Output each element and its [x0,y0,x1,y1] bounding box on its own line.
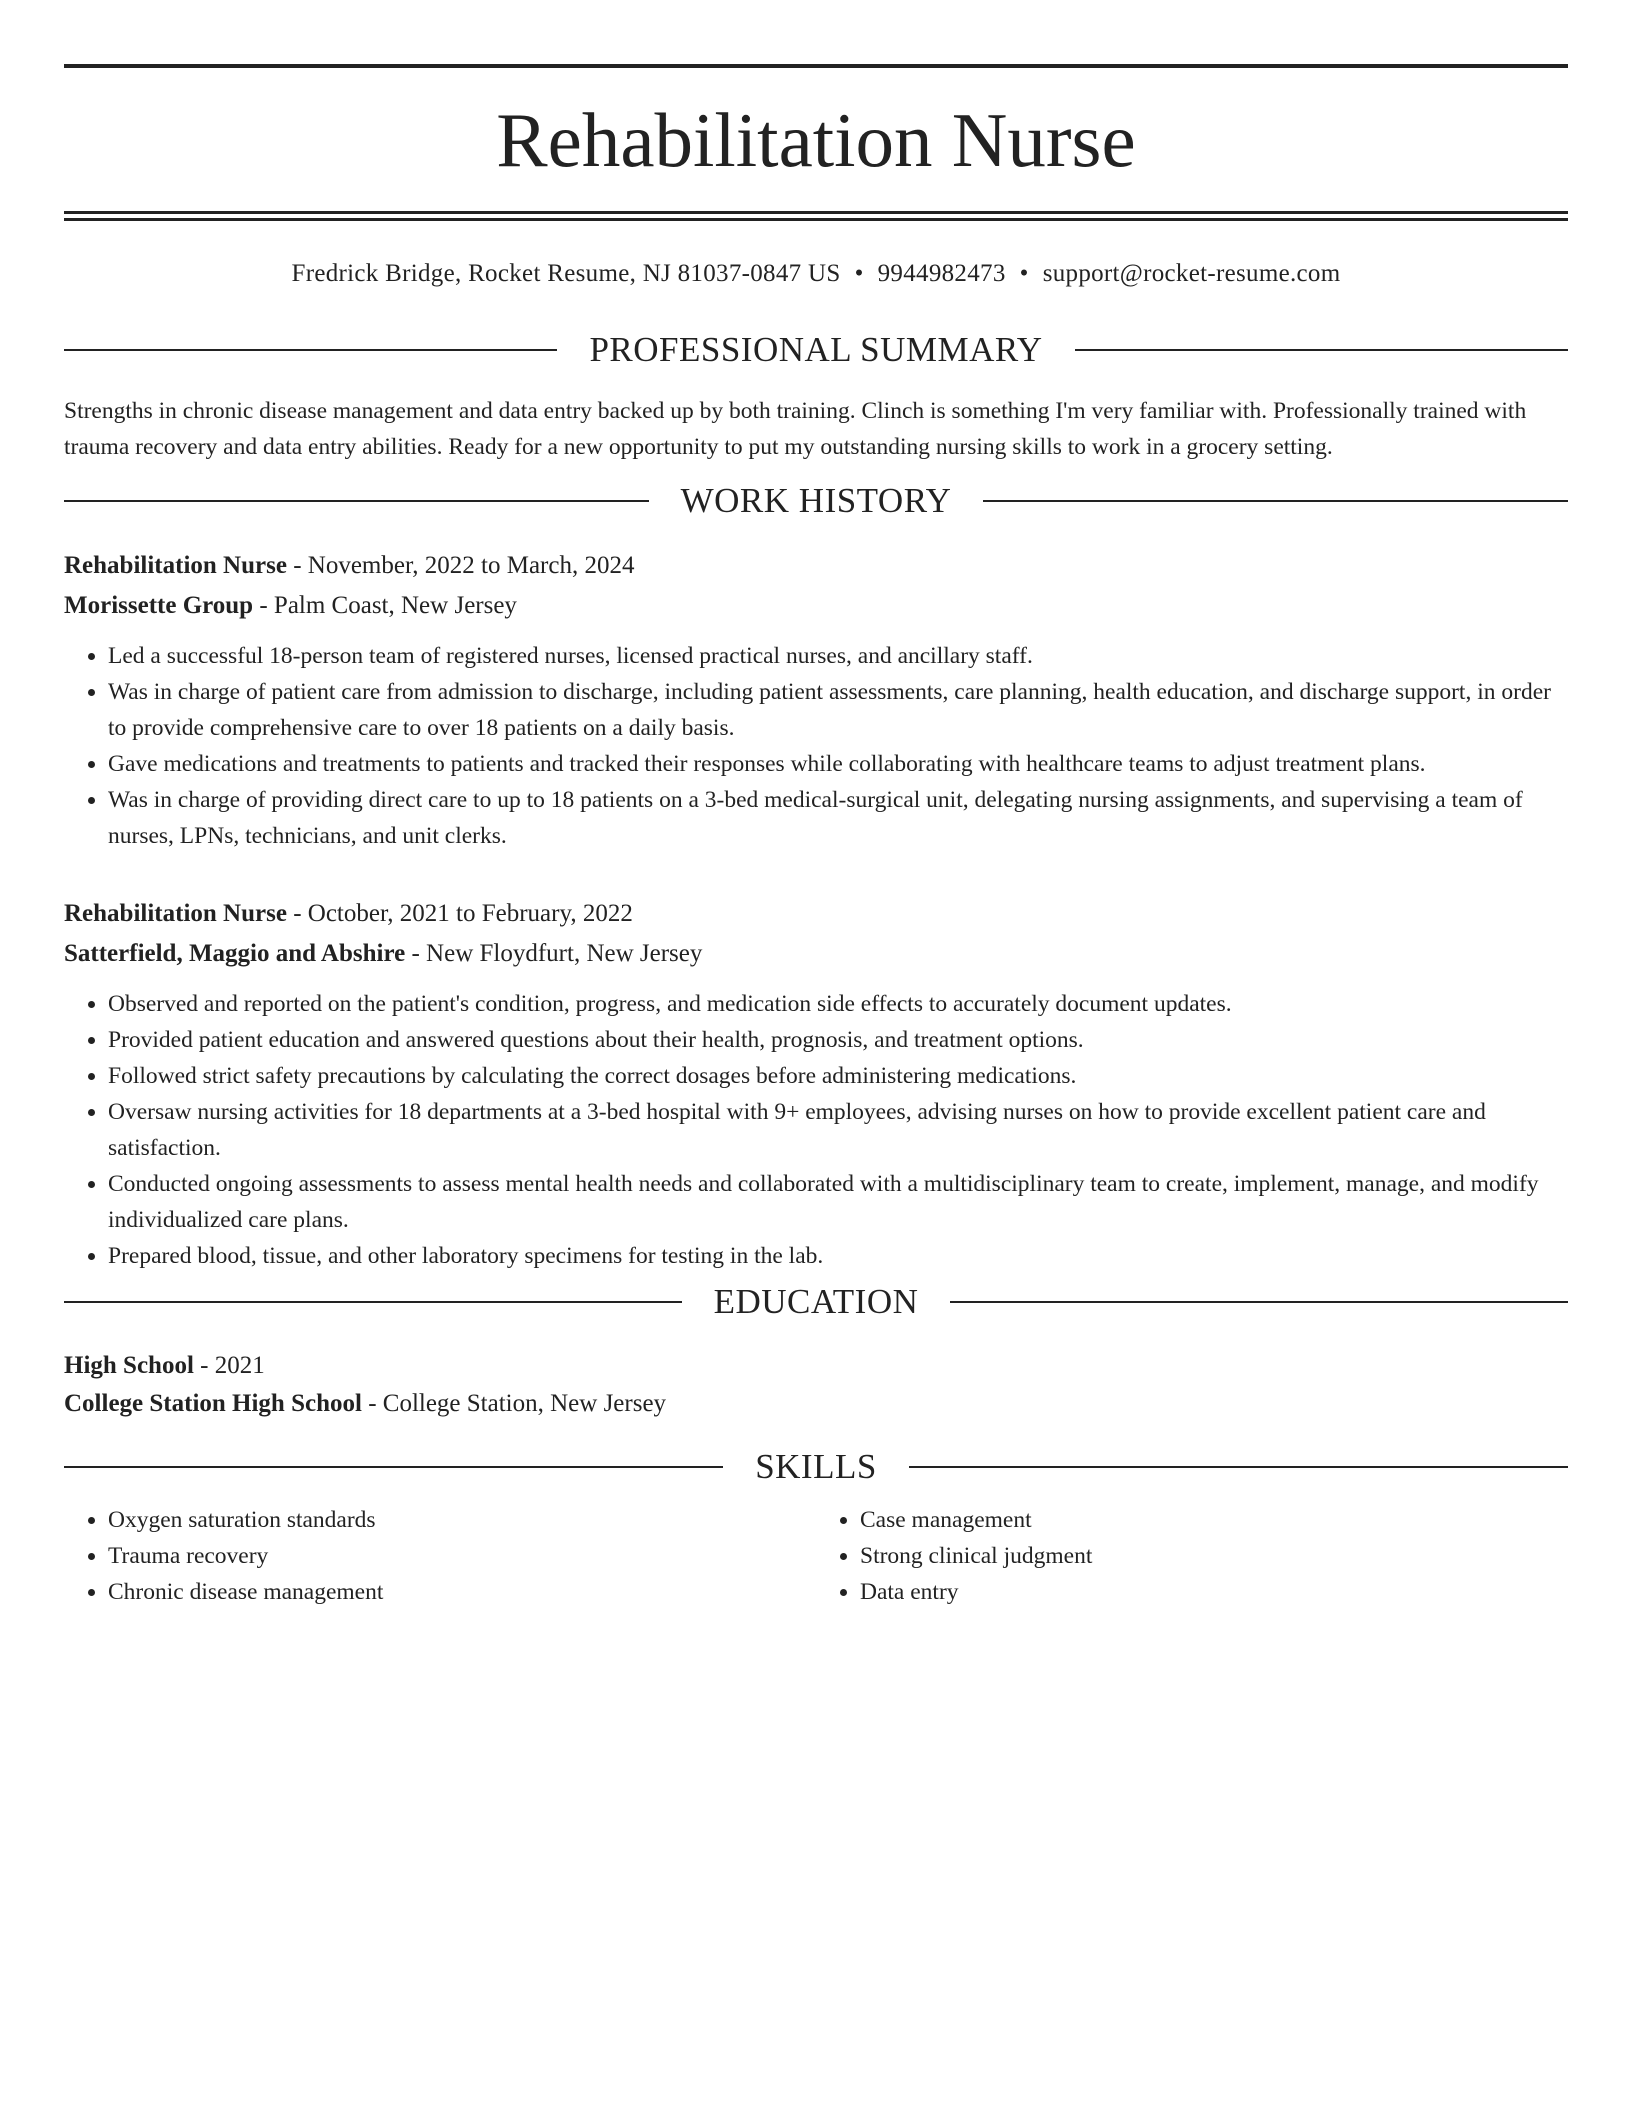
list-item: • Conducted ongoing assessments to assess mental health needs and collaborated with a multidisciplinary team to create, implement, manage, and modify individualized care plans. [108,1166,1568,1238]
section-title: SKILLS [755,1447,877,1486]
education-degree-line [64,1347,1568,1385]
list-item: • Observed and reported on the patient's condition, progress, and medication side effects to accurately document updates. [108,986,1568,1022]
skill-item: • Trauma recovery [108,1538,816,1574]
list-item: • Followed strict safety precautions by calculating the correct dosages before administering medications. [108,1058,1568,1094]
title-double-rule [64,211,1568,221]
heading-rule [983,500,1568,502]
education-degree: High School [64,1352,194,1379]
list-item: • Oversaw nursing activities for 18 departments at a 3-bed hospital with 9+ employees, advising nurses on how to provide excellent patient care and satisfaction. [108,1094,1568,1166]
education-school-line [64,1385,1568,1423]
skills-columns [64,1502,1568,1610]
section-heading-education [64,1284,1568,1319]
list-item: • Prepared blood, tissue, and other laboratory specimens for testing in the lab. [108,1238,1568,1274]
contact-line [64,261,1568,286]
skill-item: • Data entry [860,1574,1568,1610]
job-location: - New Floydfurt, New Jersey [405,940,703,967]
job-title: Rehabilitation Nurse [64,900,287,927]
job-entry [64,546,1568,854]
contact-separator: • [1019,260,1029,287]
skills-list-left [64,1502,816,1610]
job-company-line [64,934,1568,974]
contact-address: Fredrick Bridge, Rocket Resume, NJ 81037-0847 US [291,260,841,287]
heading-rule [64,1301,682,1303]
skill-item: • Oxygen saturation standards [108,1502,816,1538]
job-title-line [64,546,1568,586]
job-title: Rehabilitation Nurse [64,552,287,579]
resume-title: Rehabilitation Nurse [496,97,1136,183]
job-dates: - November, 2022 to March, 2024 [286,552,635,579]
job-dates: - October, 2021 to February, 2022 [286,900,633,927]
heading-rule [1075,349,1568,351]
job-bullets [64,986,1568,1274]
section-heading-summary [64,332,1568,367]
skill-item: • Strong clinical judgment [860,1538,1568,1574]
list-item: • Was in charge of providing direct care to up to 18 patients on a 3-bed medical-surgical unit, delegating nursing assignments, and supervising a team of nurses, LPNs, technicians, and unit clerks. [108,782,1568,854]
job-title-line [64,894,1568,934]
contact-separator: • [854,260,864,287]
contact-email: support@rocket-resume.com [1042,260,1341,287]
section-heading-skills [64,1449,1568,1484]
education-year: - 2021 [193,1352,265,1379]
job-company: Satterfield, Maggio and Abshire [64,940,406,967]
education-school: College Station High School [64,1390,362,1417]
heading-rule [64,349,557,351]
section-title: WORK HISTORY [680,481,952,520]
heading-rule [64,500,649,502]
section-heading-work-history [64,483,1568,518]
skills-list-right [816,1502,1568,1610]
heading-rule [909,1466,1568,1468]
section-title: EDUCATION [713,1282,919,1321]
job-bullets [64,638,1568,854]
job-company: Morissette Group [64,592,254,619]
heading-rule [64,1466,723,1468]
contact-phone: 9944982473 [877,260,1006,287]
job-entry [64,894,1568,1274]
list-item: • Was in charge of patient care from admission to discharge, including patient assessments, care planning, health education, and discharge support, in order to provide comprehensive care to over 18 patients on a daily basis. [108,674,1568,746]
job-location: - Palm Coast, New Jersey [253,592,517,619]
education-location: - College Station, New Jersey [361,1390,667,1417]
section-title: PROFESSIONAL SUMMARY [589,330,1043,369]
list-item: • Led a successful 18-person team of registered nurses, licensed practical nurses, and ancillary staff. [108,638,1568,674]
skill-item: • Chronic disease management [108,1574,816,1610]
list-item: • Gave medications and treatments to patients and tracked their responses while collaborating with healthcare teams to adjust treatment plans. [108,746,1568,782]
heading-rule [950,1301,1568,1303]
top-rule [64,64,1568,68]
list-item: • Provided patient education and answered questions about their health, prognosis, and treatment options. [108,1022,1568,1058]
skill-item: • Case management [860,1502,1568,1538]
job-company-line [64,586,1568,626]
summary-text: Strengths in chronic disease management and data entry backed up by both training. Clinch is something I'm very familiar with. Professionally trained with trauma recovery and data entry abilities. Ready for a new opportunity to put my outstanding nursing skills to work in a grocery setting. [64,398,1527,460]
